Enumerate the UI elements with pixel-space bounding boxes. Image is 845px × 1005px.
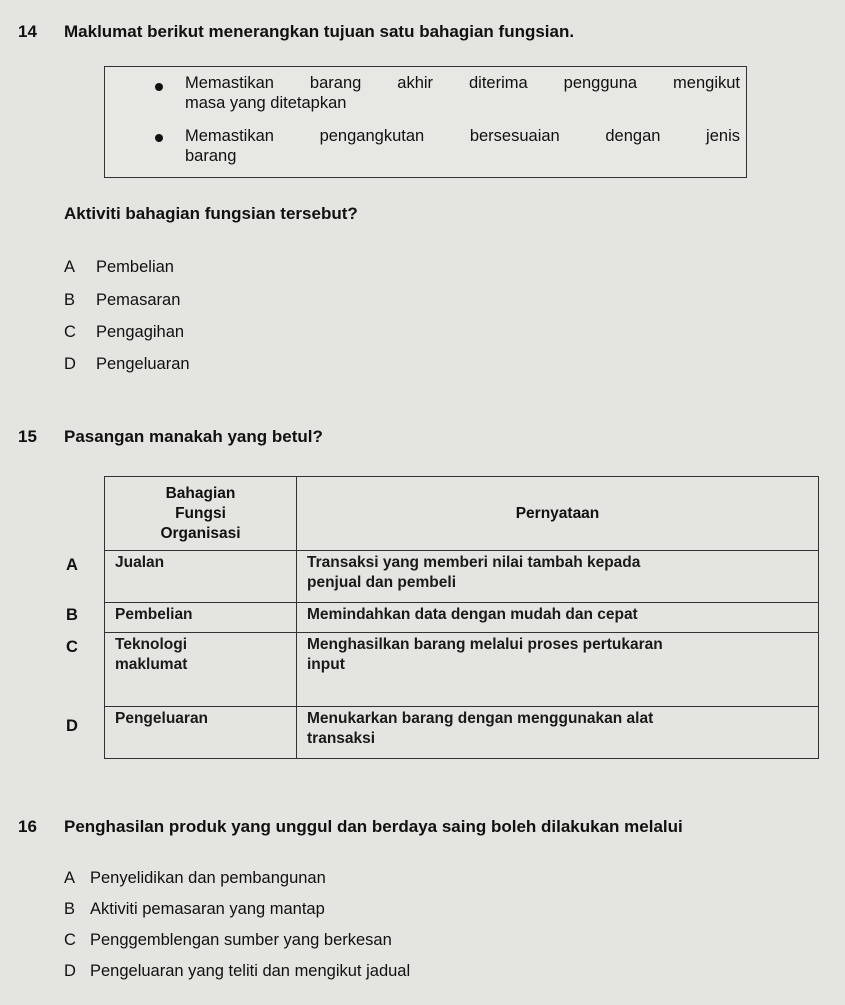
option-b[interactable] (64, 900, 325, 919)
table-header-row (105, 477, 819, 551)
question-prompt: Aktiviti bahagian fungsian tersebut? (64, 204, 358, 223)
cell-fungsi: Pembelian (115, 606, 193, 623)
cell-fungsi: Teknologi (115, 636, 188, 653)
option-b[interactable] (64, 291, 180, 310)
option-d[interactable] (64, 962, 410, 981)
cell-pernyataan: Menghasilkan barang melalui proses pertukaran (307, 636, 663, 653)
cell-pernyataan: Memindahkan data dengan mudah dan cepat (307, 606, 638, 623)
option-text: Penyelidikan dan pembangunan (90, 869, 326, 887)
row-letter-a[interactable]: A (66, 556, 78, 574)
option-letter: C (64, 323, 76, 341)
option-letter: A (64, 258, 76, 276)
question-number: 16 (18, 817, 37, 836)
question-text: Pasangan manakah yang betul? (64, 427, 323, 446)
info-box (104, 66, 747, 178)
header-line: Bahagian (165, 484, 236, 502)
info-line: Memastikan pengangkutan bersesuaian dengan jenis (185, 127, 740, 145)
bullet-icon (155, 134, 163, 142)
option-text: Aktiviti pemasaran yang mantap (90, 900, 325, 918)
option-text: Penggemblengan sumber yang berkesan (90, 931, 392, 949)
question-number: 14 (18, 22, 37, 41)
option-text: Pemasaran (96, 291, 181, 309)
question-text: Maklumat berikut menerangkan tujuan satu bahagian fungsian. (64, 22, 575, 41)
option-c[interactable] (64, 323, 184, 342)
row-letter-d[interactable]: D (66, 717, 78, 735)
pairing-table (104, 476, 819, 759)
cell-pernyataan: penjual dan pembeli (307, 574, 456, 591)
info-line: Memastikan barang akhir diterima pengguna mengikut (185, 74, 740, 92)
info-bullet (185, 73, 740, 113)
option-text: Pembelian (96, 258, 174, 276)
option-letter: D (64, 962, 76, 980)
cell-fungsi: maklumat (115, 656, 188, 673)
option-text: Pengeluaran (96, 355, 190, 373)
bullet-icon (155, 83, 163, 91)
header-pernyataan: Pernyataan (297, 477, 819, 551)
cell-fungsi: Pengeluaran (115, 710, 209, 727)
cell-pernyataan: Transaksi yang memberi nilai tambah kepada (307, 554, 641, 571)
option-a[interactable] (64, 258, 174, 277)
cell-pernyataan: transaksi (307, 730, 376, 747)
header-line: Fungsi (175, 504, 226, 522)
option-letter: B (64, 900, 76, 918)
option-letter: D (64, 355, 76, 373)
table-row[interactable] (105, 633, 819, 707)
option-letter: C (64, 931, 76, 949)
header-fungsi (105, 477, 297, 551)
option-d[interactable] (64, 355, 190, 374)
question-text: Penghasilan produk yang unggul dan berdaya saing boleh dilakukan melalui (64, 817, 683, 836)
header-line: Organisasi (160, 524, 241, 542)
info-bullet (185, 126, 740, 166)
info-line: masa yang ditetapkan (185, 94, 347, 112)
cell-fungsi: Jualan (115, 554, 165, 571)
info-line: barang (185, 147, 237, 165)
option-text: Pengagihan (96, 323, 185, 341)
row-letter-c[interactable]: C (66, 638, 78, 656)
row-letter-b[interactable]: B (66, 606, 78, 624)
table-row[interactable] (105, 603, 819, 633)
option-a[interactable] (64, 869, 326, 888)
option-c[interactable] (64, 931, 392, 950)
option-letter: B (64, 291, 76, 309)
table-row[interactable] (105, 707, 819, 759)
cell-pernyataan: input (307, 656, 345, 673)
cell-pernyataan: Menukarkan barang dengan menggunakan alat (307, 710, 654, 727)
option-letter: A (64, 869, 76, 887)
question-number: 15 (18, 427, 37, 446)
table-row[interactable] (105, 551, 819, 603)
option-text: Pengeluaran yang teliti dan mengikut jadual (90, 962, 411, 980)
